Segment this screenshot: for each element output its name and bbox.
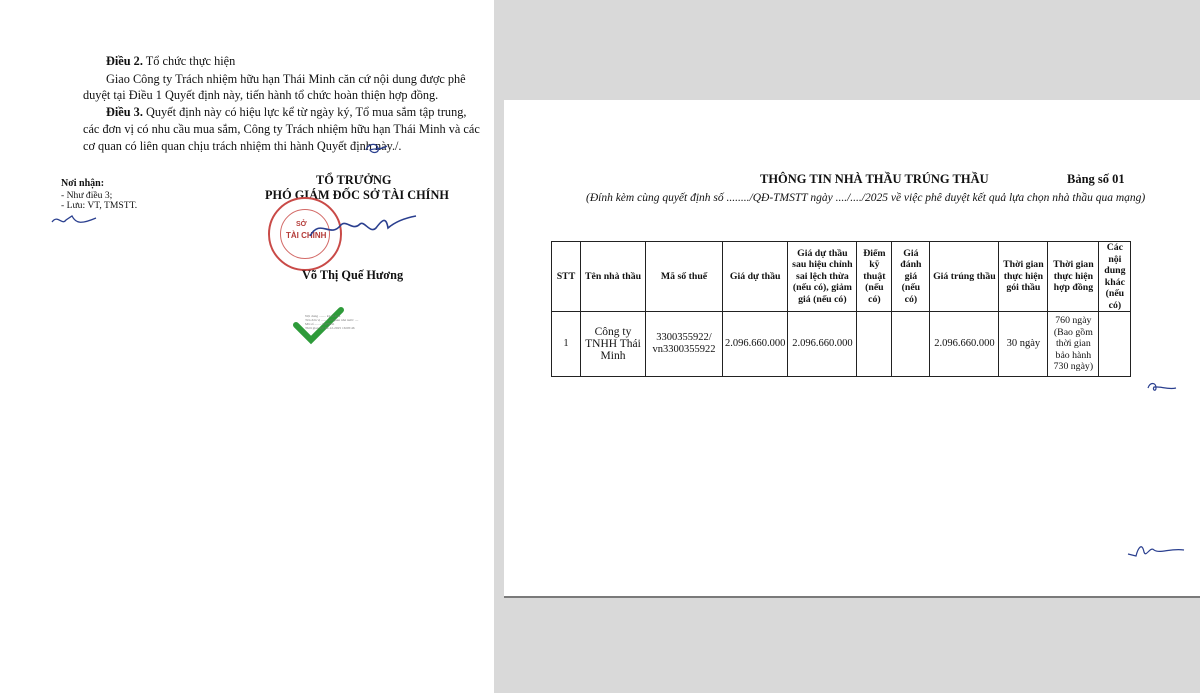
cell-stt: 1: [552, 312, 581, 377]
header-tax-code: Mã số thuế: [646, 242, 723, 312]
header-evaluated-price: Giá đánh giá (nếu có): [892, 242, 930, 312]
header-adjusted-price: Giá dự thầu sau hiệu chỉnh sai lệch thừa (nếu có), giảm giá (nếu có): [788, 242, 857, 312]
header-technical-score: Điểm kỹ thuật (nếu có): [857, 242, 892, 312]
dieu2-title: Tổ chức thực hiện: [145, 54, 236, 68]
dieu2-heading: Điều 2.: [106, 54, 143, 68]
table-row: [552, 312, 1131, 377]
left-document-page: [0, 0, 494, 693]
dieu3-heading: Điều 3.: [106, 105, 143, 119]
recipients-label: Nơi nhận:: [61, 178, 105, 189]
recipient-2: - Lưu: VT, TMSTT.: [61, 200, 138, 211]
cell-other-content: [1099, 312, 1131, 377]
dieu2-line: [106, 54, 235, 69]
cell-package-duration: 30 ngày: [999, 312, 1048, 377]
header-other-content: Các nội dung khác (nếu có): [1099, 242, 1131, 312]
dieu2-body-line-1: Giao Công ty Trách nhiệm hữu hạn Thái Minh căn cứ nội dung được phê: [106, 72, 466, 86]
recipient-1: - Như điều 3;: [61, 190, 113, 201]
initial-mark-icon: [362, 138, 390, 158]
header-award-price: Giá trúng thầu: [930, 242, 999, 312]
annex-title: THÔNG TIN NHÀ THẦU TRÚNG THẦU: [760, 172, 989, 186]
signer-title: TỔ TRƯỞNG: [316, 173, 392, 187]
table-number: Bảng số 01: [1067, 172, 1125, 186]
table-header-row: [552, 242, 1131, 312]
digital-signature-metadata: Nội dung ........ ký số hóa Tên đơn vị ........ cơ quan nhà nước .... Mã số ........ 0575841 Thời gian ký: 09-12-2025 16:08:46: [305, 314, 359, 330]
winning-bidder-table: [551, 241, 1131, 377]
annex-subtitle: (Đính kèm cùng quyết định số ......../QĐ-TMSTT ngày ..../..../2025 về việc phê duyệt kết quả lựa chọn nhà thầu qua mạng): [586, 192, 1146, 204]
seal-text-top: SỞ: [296, 221, 307, 228]
header-bid-price: Giá dự thầu: [723, 242, 788, 312]
cell-bidder-name: Công ty TNHH Thái Minh: [581, 312, 646, 377]
signer-position: PHÓ GIÁM ĐỐC SỞ TÀI CHÍNH: [265, 188, 449, 202]
handwritten-signature-icon: [300, 208, 420, 248]
cell-adjusted-price: 2.096.660.000: [788, 312, 857, 377]
header-package-duration: Thời gian thực hiện gói thầu: [999, 242, 1048, 312]
header-bidder-name: Tên nhà thầu: [581, 242, 646, 312]
cell-award-price: 2.096.660.000: [930, 312, 999, 377]
initial-mark-icon-2: [1144, 378, 1178, 394]
cell-tax-code: 3300355922/ vn3300355922: [646, 312, 723, 377]
dieu3-body-line-2: các đơn vị có nhu cầu mua sắm, Công ty Trách nhiệm hữu hạn Thái Minh và các: [83, 122, 480, 136]
seal-text-bottom: TÀI CHÍNH: [286, 231, 327, 240]
header-contract-duration: Thời gian thực hiện hợp đồng: [1048, 242, 1099, 312]
cell-technical-score: [857, 312, 892, 377]
signer-name: Võ Thị Quế Hương: [302, 268, 404, 282]
paraph-signature-icon: [50, 210, 100, 230]
cell-contract-duration: 760 ngày (Bao gồm thời gian bảo hành 730 ngày): [1048, 312, 1099, 377]
paraph-signature-icon-2: [1126, 538, 1186, 562]
cell-bid-price: 2.096.660.000: [723, 312, 788, 377]
dieu3-line: [106, 105, 466, 120]
cell-evaluated-price: [892, 312, 930, 377]
dieu2-body-line-2: duyệt tại Điều 1 Quyết định này, tiến hành tổ chức hoàn thiện hợp đồng.: [83, 88, 439, 102]
header-stt: STT: [552, 242, 581, 312]
dieu3-body-line-3: cơ quan có liên quan chịu trách nhiệm thi hành Quyết định này./.: [83, 139, 402, 153]
dieu3-body-line-1: Quyết định này có hiệu lực kể từ ngày ký, Tổ mua sắm tập trung,: [145, 105, 467, 119]
